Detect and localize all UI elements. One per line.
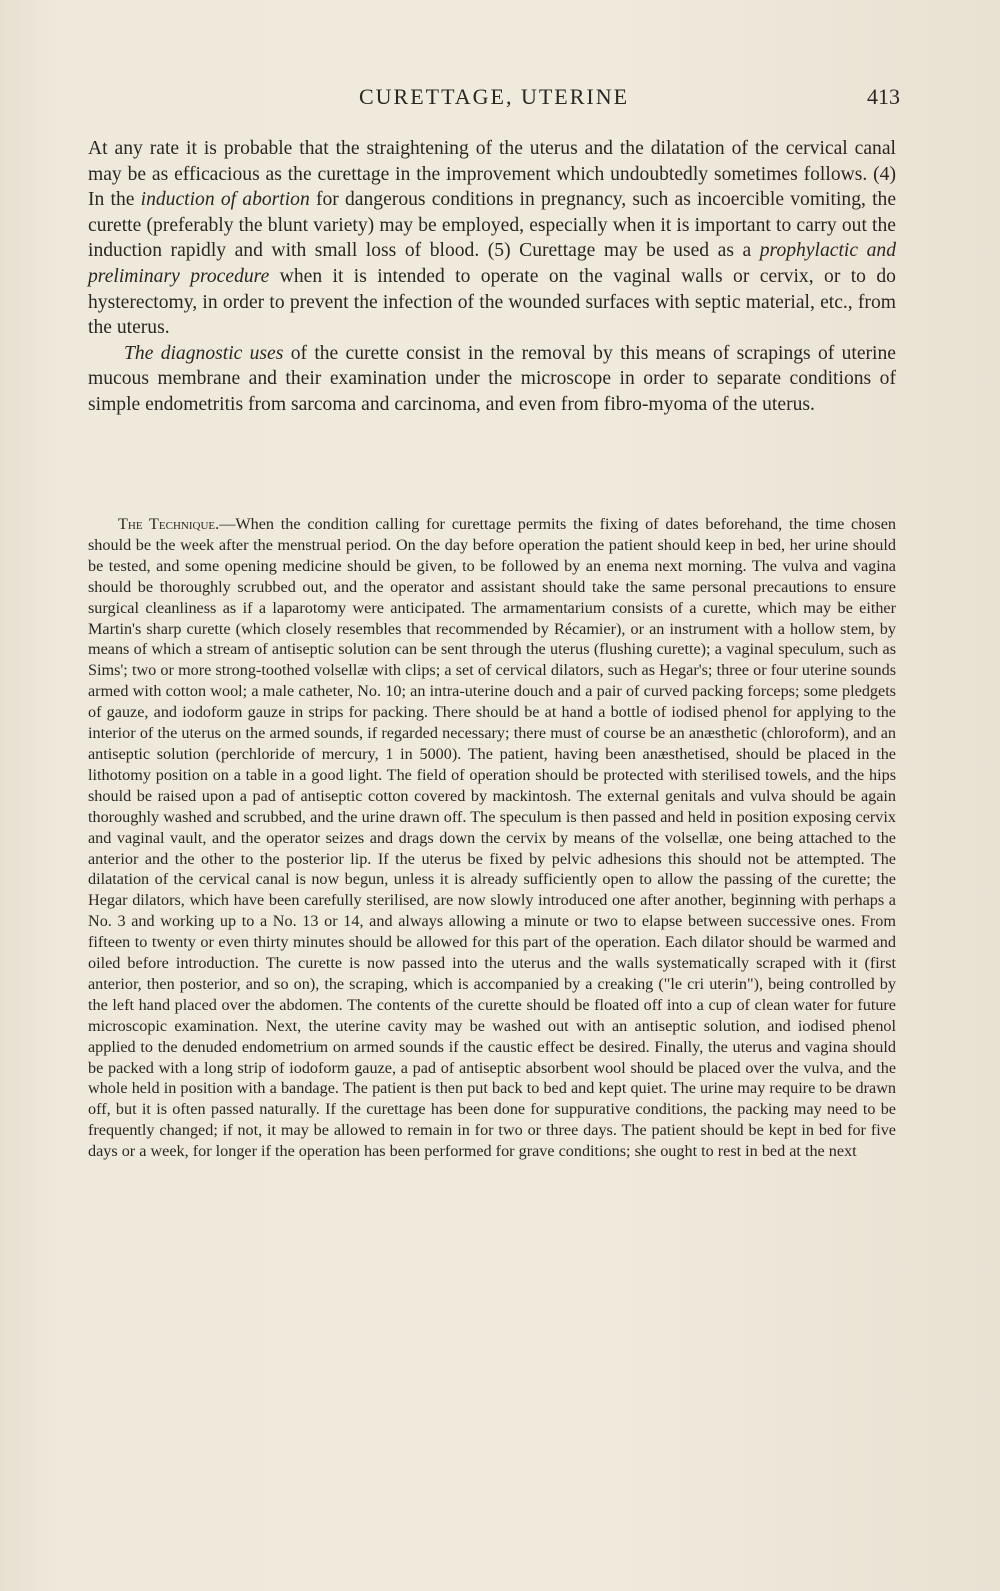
italic-term-prophylactic: prophylactic and preliminary procedure — [88, 240, 896, 287]
paragraph-text: At any rate it is probable that the straightening of the uterus and the dilatation of the cervical canal may be as efficacious as the curettage in the improvement which undoubtedly sometimes follows. (4) In the — [88, 138, 896, 211]
section-heading-technique: The Technique. — [118, 515, 220, 533]
paragraph-text: —When the condition calling for curettage permits the fixing of dates beforehand, the time chosen should be the week after the menstrual period. On the day before operation the patient should keep in bed, her urine should be tested, and some opening medicine should be given, to be followed by an enema next morning. The vulva and vagina should be thoroughly scrubbed out, and the operator and assistant should take the same personal precautions to ensure surgical cleanliness as if a laparotomy were anticipated. The armamentarium consists of a curette, which may be either Martin's sharp curette (which closely resembles that recommended by Récamier), or an instrument with a hollow stem, by means of which a stream of antiseptic solution can be sent through the uterus (flushing curette); a vaginal speculum, such as Sims'; two or more strong-toothed volsellæ with clips; a set of cervical dilators, such as Hegar's; three or four uterine sounds armed with cotton wool; a male catheter, No. 10; an intra-uterine douch and a pair of curved packing forceps; some pledgets of gauze, and iodoform gauze in strips for packing. There should be at hand a bottle of iodised phenol for applying to the interior of the uterus on the armed sounds, if regarded necessary; there must of course be an anæsthetic (chloroform), and an antiseptic solution (perchloride of mercury, 1 in 5000). The patient, having been anæsthetised, should be placed in the lithotomy position on a table in a good light. The field of operation should be protected with sterilised towels, and the hips should be raised upon a pad of antiseptic cotton covered by mackintosh. The external genitals and vulva should be again thoroughly washed and scrubbed, and the urine drawn off. The speculum is then passed and held in position exposing cervix and vaginal vault, and the operator seizes and drags down the cervix by means of the volsellæ, one being attached to the anterior and the other to the posterior lip. If the uterus be fixed by pelvic adhesions this should not be attempted. The dilatation of the cervical canal is now begun, unless it is already sufficiently open to allow the passing of the curette; the Hegar dilators, which have been carefully sterilised, are now slowly introduced one after another, beginning with perhaps a No. 3 and working up to a No. 13 or 14, and always allowing a minute or two to elapse between successive ones. From fifteen to twenty or even thirty minutes should be allowed for this part of the operation. Each dilator should be warmed and oiled before introduction. The curette is now passed into the uterus and the walls systematically scraped with it (first anterior, then posterior, and so on), the scraping, which is accompanied by a creaking ("le cri uterin"), being controlled by the left hand placed over the abdomen. The contents of the curette should be floated off into a cup of clean water for future microscopic examination. Next, the uterine cavity may be washed out with an antiseptic solution, and iodised phenol applied to the denuded endometrium on armed sounds if the caustic effect be desired. Finally, the uterus and vagina should be packed with a long strip of iodoform gauze, a pad of antiseptic absorbent wool should be placed over the vulva, and the whole held in position with a bandage. The patient is then put back to bed and kept quiet. The urine may require to be drawn off, but it is often passed naturally. If the curettage has been done for suppurative conditions, the packing may need to be frequently changed; if not, it may be allowed to remain in for two or three days. The patient should be kept in bed for five days or a week, for longer if the operation has been performed for grave conditions; she ought to rest in bed at the next — [88, 515, 896, 1161]
paragraph-diagnostic-uses — [88, 341, 896, 418]
page-header — [88, 84, 900, 114]
running-head: CURETTAGE, UTERINE — [358, 84, 630, 109]
page-number: 413 — [867, 84, 900, 109]
technique-section — [88, 514, 896, 1162]
italic-term-diagnostic: The diagnostic uses — [124, 342, 284, 364]
paragraph-indications — [88, 136, 896, 341]
paragraph-text: of the curette consist in the removal by this means of scrapings of uterine mucous membrane and their examination under the microscope in order to separate conditions of simple endometritis from sarcoma and carcinoma, and even from fibro-myoma of the uterus. — [88, 342, 896, 415]
paragraph-technique — [88, 514, 896, 1162]
main-text — [88, 136, 896, 418]
paragraph-text: for dangerous conditions in pregnancy, such as incoercible vomiting, the curette (preferably the blunt variety) may be employed, especially when it is important to carry out the induction rapidly and with small loss of blood. (5) Curettage may be used as a — [88, 189, 897, 262]
paragraph-text: when it is intended to operate on the vaginal walls or cervix, or to do hysterectomy, in order to prevent the infection of the wounded surfaces with septic material, etc., from the uterus. — [88, 265, 896, 339]
italic-term-induction: induction of abortion — [140, 189, 310, 211]
